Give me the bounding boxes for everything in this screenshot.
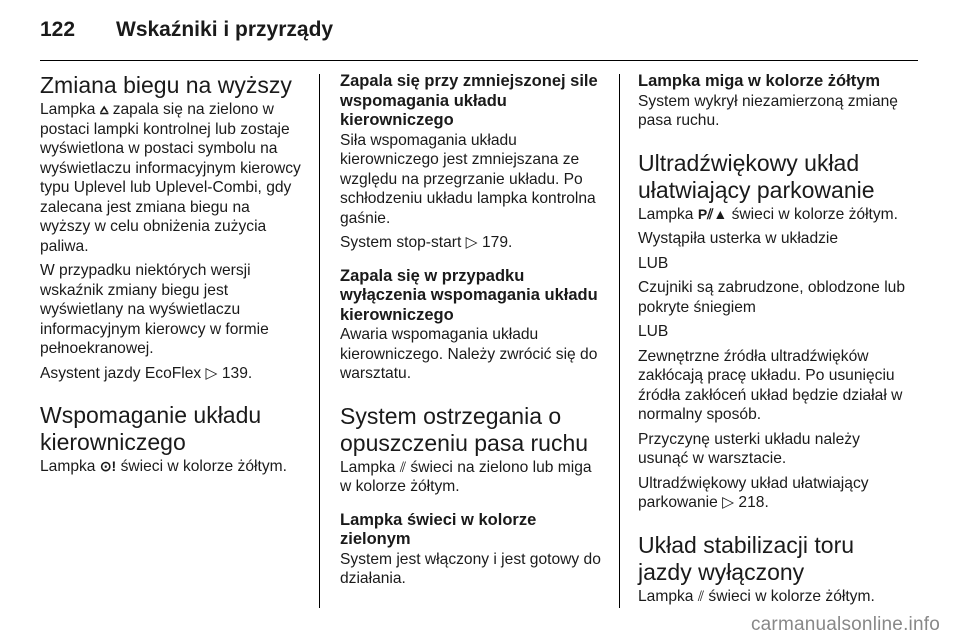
watermark: carmanualsonline.info	[750, 614, 940, 635]
upshift-arrow-icon: ⩟	[99, 101, 109, 117]
parking-assist-icon: P⫽▲	[697, 205, 728, 222]
text-fragment: świeci na zielono lub miga w kolorze żółtym.	[340, 458, 592, 495]
page-reference-link[interactable]: ▷ 218.	[722, 494, 769, 511]
reduced-assist-heading: Zapala się przy zmniejszonej sile wspomagania układu kierowniczego	[340, 72, 598, 129]
column-divider-2	[619, 74, 620, 608]
parking-assist-text-4: Czujniki są zabrudzone, oblodzone lub pokryte śniegiem	[638, 279, 905, 316]
chapter-title: Wskaźniki i przyrządy	[116, 18, 334, 41]
text-fragment: Ultradźwiękowy układ ułatwiający parkowanie	[638, 474, 869, 511]
parking-assist-text-1	[638, 205, 908, 225]
parking-assist-text-7: Przyczynę usterki układu należy usunąć w warsztacie.	[638, 430, 860, 467]
lamp-green-text-1: System jest włączony i jest gotowy do działania.	[340, 550, 601, 587]
upshift-text-2: W przypadku niektórych wersji wskaźnik zmiany biegu jest wyświetlany na wyświetlaczu informacyjnym kierowcy w formie pełnoekranowej.	[40, 262, 269, 357]
text-fragment: świeci w kolorze żółtym.	[120, 458, 287, 475]
parking-assist-text-3: LUB	[638, 254, 669, 272]
column-divider-1	[319, 74, 320, 608]
text-fragment: Lampka	[638, 205, 694, 223]
reduced-assist-text-2	[340, 233, 602, 253]
upshift-heading: Zmiana biegu na wyższy	[40, 72, 292, 98]
steering-heading: Wspomaganie układu kierowniczego	[40, 402, 262, 455]
parking-assist-text-5: LUB	[638, 323, 669, 340]
page-header	[40, 18, 918, 54]
assist-off-heading: Zapala się w przypadku wyłączenia wspomagania układu kierowniczego	[340, 266, 598, 324]
upshift-text-3	[40, 364, 302, 384]
stability-off-icon: ⫽	[697, 587, 705, 604]
stability-off-heading: Układ stabilizacji toru jazdy wyłączony	[638, 531, 855, 585]
column-3	[638, 72, 908, 611]
stability-off-text-1	[638, 587, 908, 607]
parking-assist-text-8	[638, 474, 908, 513]
text-fragment: Lampka	[40, 458, 96, 475]
column-1	[40, 72, 302, 482]
column-2	[340, 72, 602, 594]
text-fragment: Lampka	[40, 101, 96, 118]
lamp-green-heading: Lampka świeci w kolorze zielonym	[340, 510, 537, 548]
parking-assist-heading: Ultradźwiękowy układ ułatwiający parkowanie	[638, 149, 875, 203]
assist-off-text-1: Awaria wspomagania układu kierowniczego. Należy zwrócić się do warsztatu.	[340, 326, 598, 382]
steering-wheel-warning-icon: ⊙!	[99, 458, 117, 474]
steering-text-1	[40, 457, 302, 477]
text-fragment: Lampka	[638, 587, 694, 605]
lane-departure-text-1	[340, 458, 602, 497]
text-fragment: Asystent jazdy EcoFlex	[40, 364, 202, 382]
page-number: 122	[40, 18, 76, 41]
upshift-text-1	[40, 100, 302, 256]
reduced-assist-text-1: Siła wspomagania układu kierowniczego jest zmniejszana ze względu na przegrzanie układu. Po schłodzeniu układu lampka kontrolna gaśnie.	[340, 131, 596, 227]
text-fragment: świeci w kolorze żółtym.	[708, 587, 875, 605]
text-fragment: System stop-start	[340, 234, 462, 251]
text-fragment: zapala się na zielono w postaci lampki kontrolnej lub zostaje wyświetlona w postaci symbolu na wyświetlaczu informacyjnym kierowcy typu Uplevel lub Uplevel-Combi, gdy zalecana jest zmiana biegu na wyższy w celu obniżenia zużycia paliwa.	[40, 101, 301, 255]
header-rule	[40, 60, 918, 61]
lane-departure-heading: System ostrzegania o opuszczeniu pasa ruchu	[340, 402, 589, 456]
lamp-yellow-heading: Lampka miga w kolorze żółtym	[638, 72, 881, 90]
parking-assist-text-2: Wystąpiła usterka w układzie	[638, 230, 839, 247]
text-fragment: Lampka	[340, 458, 396, 476]
parking-assist-text-6: Zewnętrzne źródła ultradźwięków zakłócają pracę układu. Po usunięciu źródła zakłóceń układ będzie działał w normalny sposób.	[638, 347, 903, 423]
page-reference-link[interactable]: ▷ 179.	[465, 234, 513, 251]
text-fragment: świeci w kolorze żółtym.	[731, 205, 898, 223]
lamp-yellow-text-1: System wykrył niezamierzoną zmianę pasa ruchu.	[638, 92, 898, 129]
page-reference-link[interactable]: ▷ 139.	[205, 364, 253, 382]
lane-departure-icon: ⫽	[399, 458, 407, 475]
